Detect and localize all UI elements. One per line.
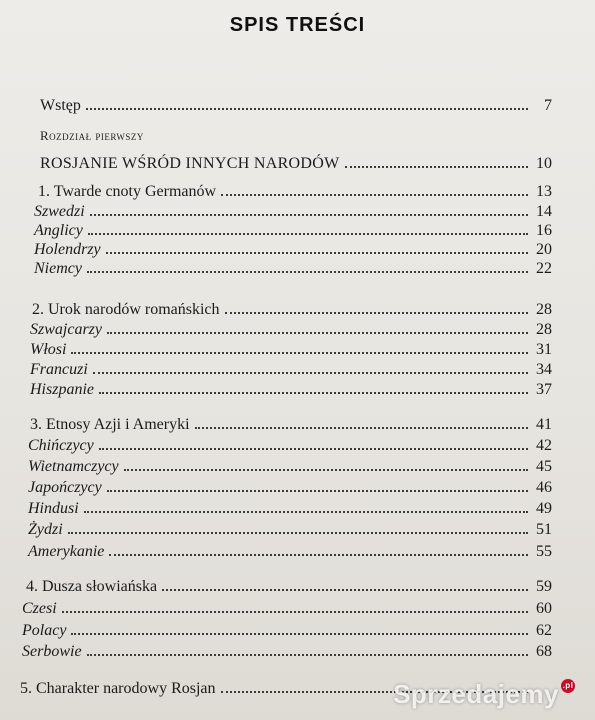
subentry-label: Żydzi — [28, 521, 63, 538]
section-page: 59 — [536, 578, 552, 595]
subentry-page: 51 — [536, 521, 552, 538]
subentry-label: Japończycy — [28, 479, 102, 496]
subentry-label: Serbowie — [22, 643, 82, 660]
leader-dots — [345, 165, 528, 168]
leader-dots — [109, 553, 528, 556]
subentry-page: 62 — [536, 622, 552, 639]
subentry-page: 37 — [536, 381, 552, 398]
leader-dots — [84, 510, 528, 513]
section-label: 1. Twarde cnoty Germanów — [38, 183, 217, 200]
leader-dots — [71, 632, 528, 635]
toc-entry-page: 7 — [544, 97, 552, 114]
subentry-label: Niemcy — [34, 260, 82, 277]
subentry-label: Szwedzi — [34, 203, 85, 220]
section-page: 13 — [536, 183, 552, 200]
subentry-label: Amerykanie — [28, 543, 105, 560]
toc-subentry — [28, 458, 552, 476]
subentry-label: Czesi — [22, 600, 57, 617]
toc-section — [30, 416, 552, 434]
leader-dots — [106, 251, 528, 254]
toc-subentry — [30, 381, 552, 399]
leader-dots — [87, 270, 528, 273]
toc-subentry — [34, 222, 552, 240]
subentry-page: 42 — [536, 437, 552, 454]
toc-subentry — [28, 500, 552, 518]
leader-dots — [195, 426, 528, 429]
toc-subentry — [34, 260, 552, 278]
subentry-page: 45 — [536, 458, 552, 475]
leader-dots — [90, 213, 528, 216]
subentry-page: 55 — [536, 543, 552, 560]
leader-dots — [99, 391, 528, 394]
toc-subentry — [28, 521, 552, 539]
toc-chapter-heading — [40, 155, 552, 173]
leader-dots — [124, 468, 528, 471]
subentry-label: Polacy — [22, 622, 67, 639]
toc-subentry — [30, 361, 552, 379]
subentry-page: 31 — [536, 341, 552, 358]
section-label: 2. Urok narodów romańskich — [32, 301, 220, 318]
leader-dots — [68, 531, 528, 534]
leader-dots — [62, 610, 528, 613]
subentry-label: Szwajcarzy — [30, 321, 102, 338]
subentry-label: Anglicy — [34, 222, 83, 239]
page-title: SPIS TREŚCI — [229, 14, 366, 36]
leader-dots — [99, 447, 528, 450]
leader-dots — [107, 489, 528, 492]
toc-subentry — [30, 321, 552, 339]
section-label: 4. Dusza słowiańska — [26, 578, 158, 595]
leader-dots — [107, 331, 528, 334]
toc-subentry — [28, 479, 552, 497]
subentry-page: 34 — [536, 361, 552, 378]
subentry-page: 14 — [536, 203, 552, 220]
watermark-logo — [393, 679, 575, 710]
subentry-page: 20 — [536, 241, 552, 258]
leader-dots — [162, 588, 528, 591]
subentry-page: 16 — [536, 222, 552, 239]
section-label: 3. Etnosy Azji i Ameryki — [30, 416, 190, 433]
toc-section — [38, 183, 552, 201]
toc-section — [32, 301, 552, 319]
section-page: 41 — [536, 416, 552, 433]
toc-subentry — [34, 241, 552, 259]
subentry-label: Holendrzy — [34, 241, 101, 258]
toc-entry-label: Wstęp — [40, 97, 81, 114]
watermark-badge: .pl — [561, 679, 575, 693]
subentry-label: Włosi — [30, 341, 67, 358]
toc-section — [26, 578, 552, 596]
leader-dots — [93, 371, 528, 374]
toc-subentry — [22, 622, 552, 640]
section-page: 28 — [536, 301, 552, 318]
leader-dots — [87, 653, 528, 656]
section-label: 5. Charakter narodowy Rosjan — [20, 680, 216, 697]
subentry-page: 49 — [536, 500, 552, 517]
subentry-label: Francuzi — [30, 361, 88, 378]
leader-dots — [225, 311, 528, 314]
leader-dots — [88, 232, 528, 235]
toc-entry-intro — [40, 97, 552, 115]
chapter-heading-page: 10 — [536, 155, 552, 172]
subentry-page: 68 — [536, 643, 552, 660]
subentry-page: 60 — [536, 600, 552, 617]
leader-dots — [71, 351, 528, 354]
leader-dots — [221, 193, 528, 196]
toc-subentry — [30, 341, 552, 359]
leader-dots — [86, 107, 528, 110]
subentry-label: Hiszpanie — [30, 381, 94, 398]
toc-subentry — [28, 543, 552, 561]
toc-subentry — [34, 203, 552, 221]
toc-subentry — [22, 643, 552, 661]
watermark-text: Sprzedajemy — [393, 679, 559, 709]
subentry-page: 22 — [536, 260, 552, 277]
chapter-heading-label: ROSJANIE WŚRÓD INNYCH NARODÓW — [40, 155, 340, 172]
subentry-label: Chińczycy — [28, 437, 94, 454]
subentry-label: Wietnamczycy — [28, 458, 119, 475]
toc-subentry — [28, 437, 552, 455]
subentry-label: Hindusi — [28, 500, 79, 517]
subentry-page: 46 — [536, 479, 552, 496]
toc-subentry — [22, 600, 552, 618]
subentry-page: 28 — [536, 321, 552, 338]
chapter-kicker: Rozdział pierwszy — [40, 128, 144, 143]
